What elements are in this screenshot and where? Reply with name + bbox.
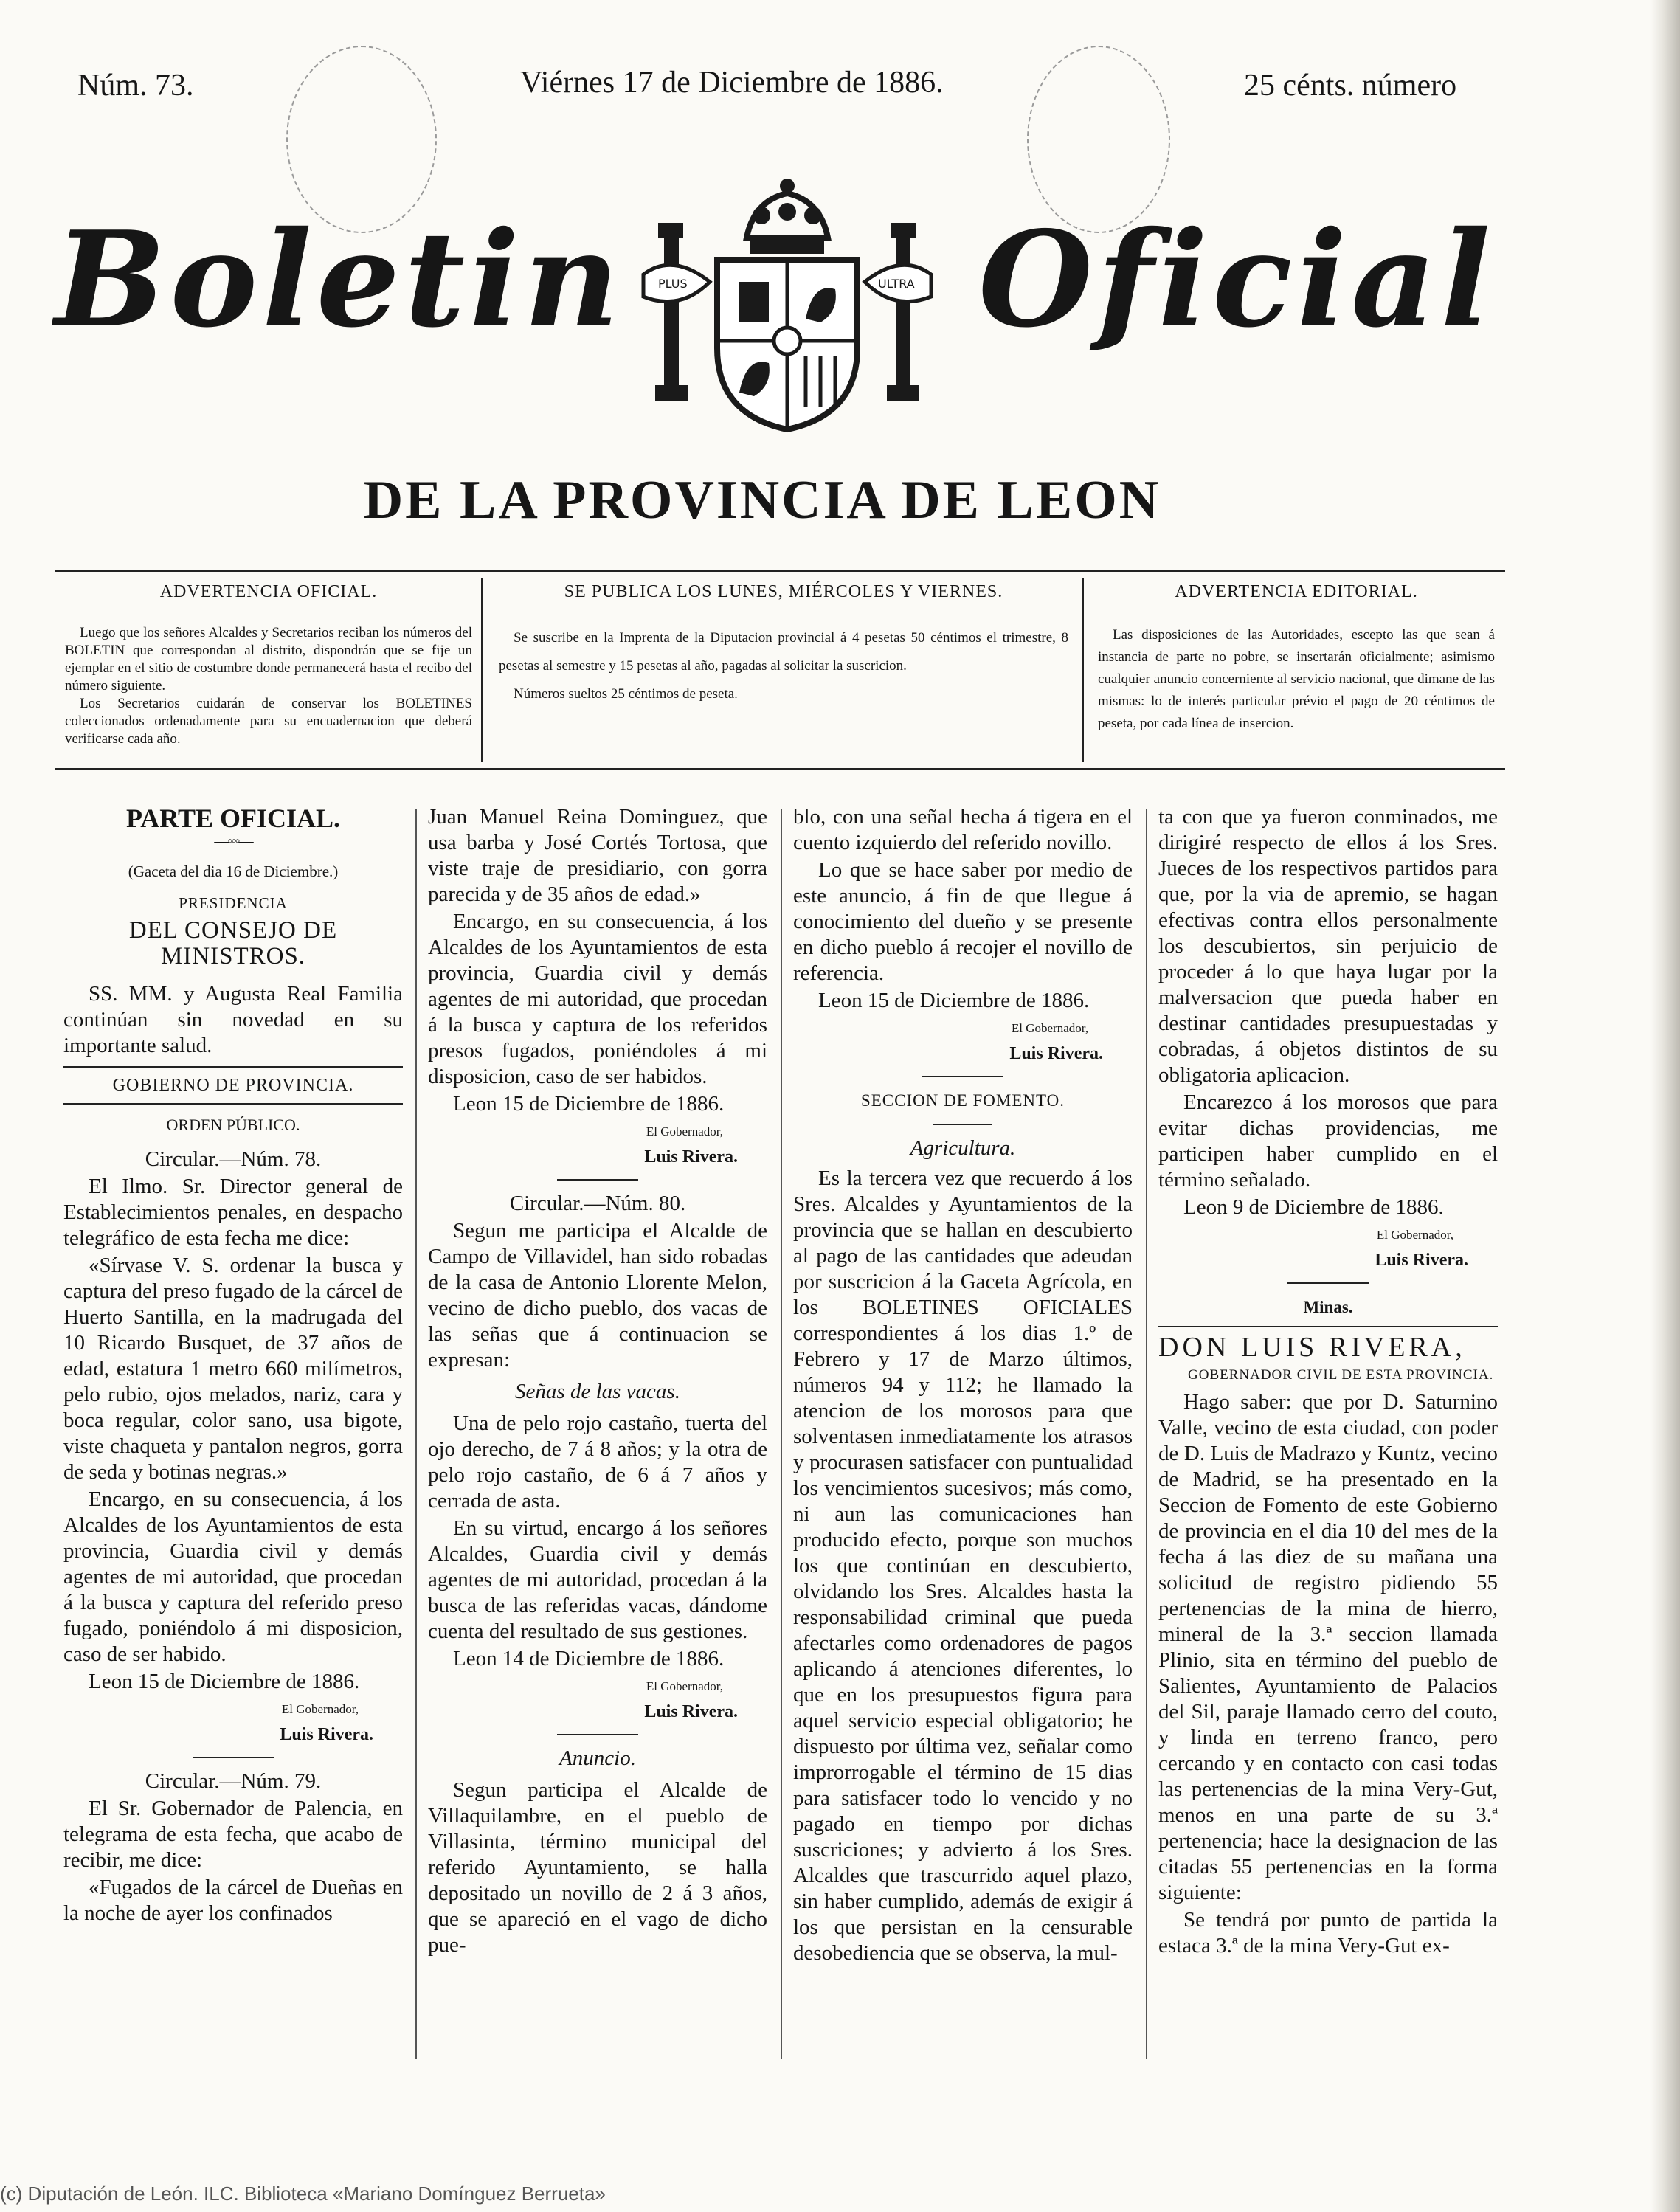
column-2 — [428, 804, 767, 1960]
info-col-editorial-notice — [1088, 572, 1505, 768]
masthead-subtitle: DE LA PROVINCIA DE LEON — [363, 470, 1161, 530]
paragraph: Encarezco á los morosos que para evitar dichas providencias, me participen haber cumplido en el término señalado. — [1158, 1091, 1498, 1192]
paragraph: SS. MM. y Augusta Real Familia continúan sin novedad en su importante salud. — [63, 982, 403, 1057]
motto-ultra: ULTRA — [878, 277, 915, 291]
signature-title: El Gobernador, — [646, 1679, 723, 1693]
divider — [63, 1103, 403, 1105]
signature-title: El Gobernador, — [1376, 1228, 1453, 1242]
column-4 — [1158, 804, 1498, 1960]
heading-don-luis-rivera: DON LUIS RIVERA, — [1158, 1332, 1466, 1363]
issue-date: Viérnes 17 de Diciembre de 1886. — [520, 66, 944, 100]
paragraph: El Sr. Gobernador de Palencia, en telegrama de esta fecha, que acabo de recibir, me dice: — [63, 1797, 403, 1872]
column-divider — [415, 809, 417, 2059]
paragraph: Lo que se hace saber por medio de este anuncio, á fin de que llegue á conocimiento del dueño y se presente en dicho pueblo á recojer el novillo de referencia. — [793, 858, 1133, 985]
heading-circular-79: Circular.—Núm. 79. — [145, 1769, 322, 1793]
column-1 — [63, 804, 403, 1928]
paragraph: ta con que ya fueron conminados, me dirigiré respecto de ellos á los Sres. Jueces de los respectivos partidos para que, por la via de apremio, se hagan efectivas contra ellos personalmente los descubiertos, sin perjuicio de proceder á lo que haya lugar por la malversacion que pueda haber en destinar cantidades presupuestadas y cobradas, á objetos distintos de su obligatoria aplicacion. — [1158, 805, 1498, 1087]
heading-consejo: DEL CONSEJO DE MINISTROS. — [128, 917, 338, 970]
info-left-title: ADVERTENCIA OFICIAL. — [159, 582, 378, 601]
heading-presidencia: PRESIDENCIA — [179, 894, 288, 912]
paragraph: Encargo, en su consecuencia, á los Alcaldes de los Ayuntamientos de esta provincia, Guardia civil y demás agentes de mi autoridad, que procedan á la busca y captura de los referidos presos fugados, poniéndoles á mi disposicion, caso de ser habidos. — [428, 910, 767, 1088]
divider — [933, 1124, 992, 1125]
paragraph: Segun participa el Alcalde de Villaquilambre, en el pueblo de Villasinta, término municipal del referido Ayuntamiento, se halla depositado un novillo de 2 á 3 años, que se apareció en el vago de dicho pue- — [428, 1778, 767, 1957]
info-mid-p1: Se suscribe en la Imprenta de la Diputacion provincial á 4 pesetas 50 céntimos el trimestre, 8 pesetas al semestre y 15 pesetas al año, pagadas al solicitar la suscricion. — [499, 630, 1068, 674]
heading-agricultura: Agricultura. — [910, 1136, 1016, 1160]
section-parte-oficial: PARTE OFICIAL. — [125, 803, 341, 833]
date-line: Leon 14 de Diciembre de 1886. — [453, 1647, 725, 1670]
signature-name: Luis Rivera. — [1375, 1251, 1468, 1270]
column-3 — [793, 804, 1133, 1968]
signature-title: El Gobernador, — [281, 1702, 359, 1716]
date-line: Leon 15 de Diciembre de 1886. — [453, 1092, 725, 1116]
divider — [63, 1066, 403, 1068]
paragraph: Segun me participa el Alcalde de Campo de Villavidel, han sido robadas de la casa de Antonio Llorente Melon, vecino de dicho pueblo, dos vacas de las señas que á continuacion se expresan: — [428, 1219, 767, 1372]
info-left-p1: Luego que los señores Alcaldes y Secretarios reciban los números del BOLETIN que correspondan al distrito, dispondrán que se fije un ejemplar en el sitio de costumbre donde permanecerá hasta el recibo del número siguiente. — [65, 625, 472, 694]
royal-crest-icon — [629, 171, 946, 437]
paragraph: Es la tercera vez que recuerdo á los Sres. Alcaldes y Ayuntamientos de la provincia que se hallan en descubierto al pago de las cantidades que adeudan por suscricion á la Gaceta Agrícola, en los BOLETINES OFICIALES correspondientes á los dias 1.º de Febrero y 17 de Marzo últimos, números 94 y 112; he llamado la atencion de los morosos para que solventasen inmediatamente los atrasos y procurasen satisfacer con puntualidad los vencimientos sucesivos; más como, ni aun las comunicaciones han producido efecto, porque son muchos los que continúan en descubierto, olvidando los Sres. Alcaldes hasta la responsabilidad criminal que pueda afectarles como ordenadores de pagos aplicando á atenciones diferentes, lo que en los presupuestos figura para aquel servicio especial obligatorio; he dispuesto por última vez, señalar como improrrogable el término de 15 dias para satisfacer todo lo vencido y no pagado en tiempo por dichas suscriciones; y advierto á los Sres. Alcaldes que trascurrido aquel plazo, sin haber cumplido, además de exigir á los que persistan en la censurable desobediencia que se observa, la mul- — [793, 1167, 1133, 1965]
column-divider — [1146, 809, 1147, 2059]
signature-title: El Gobernador, — [646, 1124, 723, 1138]
masthead-boletin: Boletin — [55, 202, 624, 356]
info-col-publication — [488, 572, 1079, 768]
heading-minas: Minas. — [1303, 1298, 1353, 1316]
paragraph: blo, con una señal hecha á tigera en el cuento izquierdo del referido novillo. — [793, 805, 1133, 854]
signature-title: El Gobernador, — [1011, 1021, 1088, 1035]
heading-senas: Señas de las vacas. — [515, 1380, 680, 1403]
paragraph: «Fugados de la cárcel de Dueñas en la noche de ayer los confinados — [63, 1876, 403, 1925]
divider — [922, 1076, 1003, 1077]
masthead-oficial: Oficial — [978, 202, 1496, 356]
heading-anuncio: Anuncio. — [559, 1746, 636, 1770]
divider — [1287, 1282, 1369, 1284]
divider — [1158, 1326, 1498, 1327]
info-right-title: ADVERTENCIA EDITORIAL. — [1175, 582, 1418, 601]
info-left-p2: Los Secretarios cuidarán de conservar los BOLETINES coleccionados ordenadamente para su encuadernacion que deberá verificarse cada año. — [65, 696, 472, 747]
info-mid-p2: Números sueltos 25 céntimos de peseta. — [514, 686, 738, 702]
heading-circular-80: Circular.—Núm. 80. — [509, 1192, 686, 1215]
paragraph: Juan Manuel Reina Dominguez, que usa barba y José Cortés Tortosa, que viste traje de presidiario, con gorra parecida y de 35 años de edad.» — [428, 805, 767, 906]
divider — [557, 1734, 638, 1735]
divider — [557, 1179, 638, 1181]
heading-gobierno: GOBIERNO DE PROVINCIA. — [112, 1076, 354, 1095]
ornament: —◦◦◦— — [214, 833, 252, 849]
library-credit: (c) Diputación de León. ILC. Biblioteca «Mariano Domínguez Berrueta» — [0, 2182, 606, 2205]
signature-name: Luis Rivera. — [644, 1702, 738, 1721]
paragraph: El Ilmo. Sr. Director general de Establecimientos penales, en despacho telegráfico de esta fecha me dice: — [63, 1175, 403, 1250]
heading-gobernador-civil: GOBERNADOR CIVIL DE ESTA PROVINCIA. — [1188, 1367, 1494, 1383]
paragraph: Encargo, en su consecuencia, á los Alcaldes de los Ayuntamientos de esta provincia, Guardia civil y demás agentes de mi autoridad, que procedan á la busca y captura del referido preso fugado, poniéndolo á mi disposicion, caso de ser habido. — [63, 1487, 403, 1666]
info-separator — [1082, 578, 1084, 762]
date-line: Leon 9 de Diciembre de 1886. — [1183, 1195, 1444, 1219]
info-col-official-notice — [55, 572, 483, 768]
motto-plus: PLUS — [658, 277, 688, 291]
issue-price: 25 cénts. número — [1244, 69, 1457, 103]
info-separator — [481, 578, 483, 762]
info-right-p1: Las disposiciones de las Autoridades, escepto las que sean á instancia de parte no pobre, se insertarán oficialmente; asimismo cualquier anuncio concerniente al servicio nacional, que dimane de las mismas: lo de interés particular prévio el pago de 20 céntimos de peseta, por cada línea de insercion. — [1098, 627, 1495, 731]
page-edge-shadow — [1650, 0, 1680, 2212]
signature-name: Luis Rivera. — [280, 1725, 373, 1744]
paragraph: Hago saber: que por D. Saturnino Valle, vecino de esta ciudad, con poder de D. Luis de Madrazo y Kuntz, vecino de Madrid, se ha presentado en la Seccion de Fomento de este Gobierno de provincia en el dia 10 del mes de la fecha á las diez de su mañana una solicitud de registro pidiendo 55 pertenencias de la mina de hierro, mineral de la 3.ª seccion llamada Plinio, sita en término del pueblo de Salientes, Ayuntamiento de Palacios del Sil, paraje llamado cerro del couto, y linda en terreno franco, pero cercando y en contacto con casi todas las pertenencias de la mina Very-Gut, menos en una parte de su 3.ª pertenencia; hace la designacion de las citadas 55 pertenencias en la forma siguiente: — [1158, 1390, 1498, 1904]
divider — [193, 1757, 274, 1758]
gaceta-ref: (Gaceta del dia 16 de Diciembre.) — [128, 863, 339, 880]
paragraph: En su virtud, encargo á los señores Alcaldes, Guardia civil y demás agentes de mi autoridad, procedan á la busca de las referidas vacas, dándome cuenta del resultado de sus gestiones. — [428, 1516, 767, 1643]
issue-number: Núm. 73. — [77, 69, 194, 103]
heading-seccion-fomento: SECCION DE FOMENTO. — [860, 1091, 1065, 1110]
paragraph: «Sírvase V. S. ordenar la busca y captura del preso fugado de la cárcel de Huerto Santilla, en la madrugada del 10 Ricardo Busquet, de 37 años de edad, estatura 1 metro 660 milímetros, pelo rubio, ojos melados, nariz, cara y boca regular, color sano, usa bigote, viste chaqueta y pantalon negros, gorra de seda y botinas negras.» — [63, 1254, 403, 1484]
info-box — [55, 570, 1505, 770]
heading-circular-78: Circular.—Núm. 78. — [145, 1147, 322, 1171]
info-mid-title: SE PUBLICA LOS LUNES, MIÉRCOLES Y VIERNES. — [564, 582, 1003, 601]
paragraph: Una de pelo rojo castaño, tuerta del ojo derecho, de 7 á 8 años; y la otra de pelo rojo castaño, de 6 á 7 años y cerrada de asta. — [428, 1411, 767, 1513]
heading-orden-publico: ORDEN PÚBLICO. — [166, 1116, 300, 1134]
column-divider — [781, 809, 782, 2059]
signature-name: Luis Rivera. — [1009, 1044, 1103, 1063]
date-line: Leon 15 de Diciembre de 1886. — [89, 1670, 360, 1693]
paragraph: Se tendrá por punto de partida la estaca 3.ª de la mina Very-Gut ex- — [1158, 1908, 1498, 1957]
signature-name: Luis Rivera. — [644, 1147, 738, 1167]
date-line: Leon 15 de Diciembre de 1886. — [818, 989, 1090, 1012]
